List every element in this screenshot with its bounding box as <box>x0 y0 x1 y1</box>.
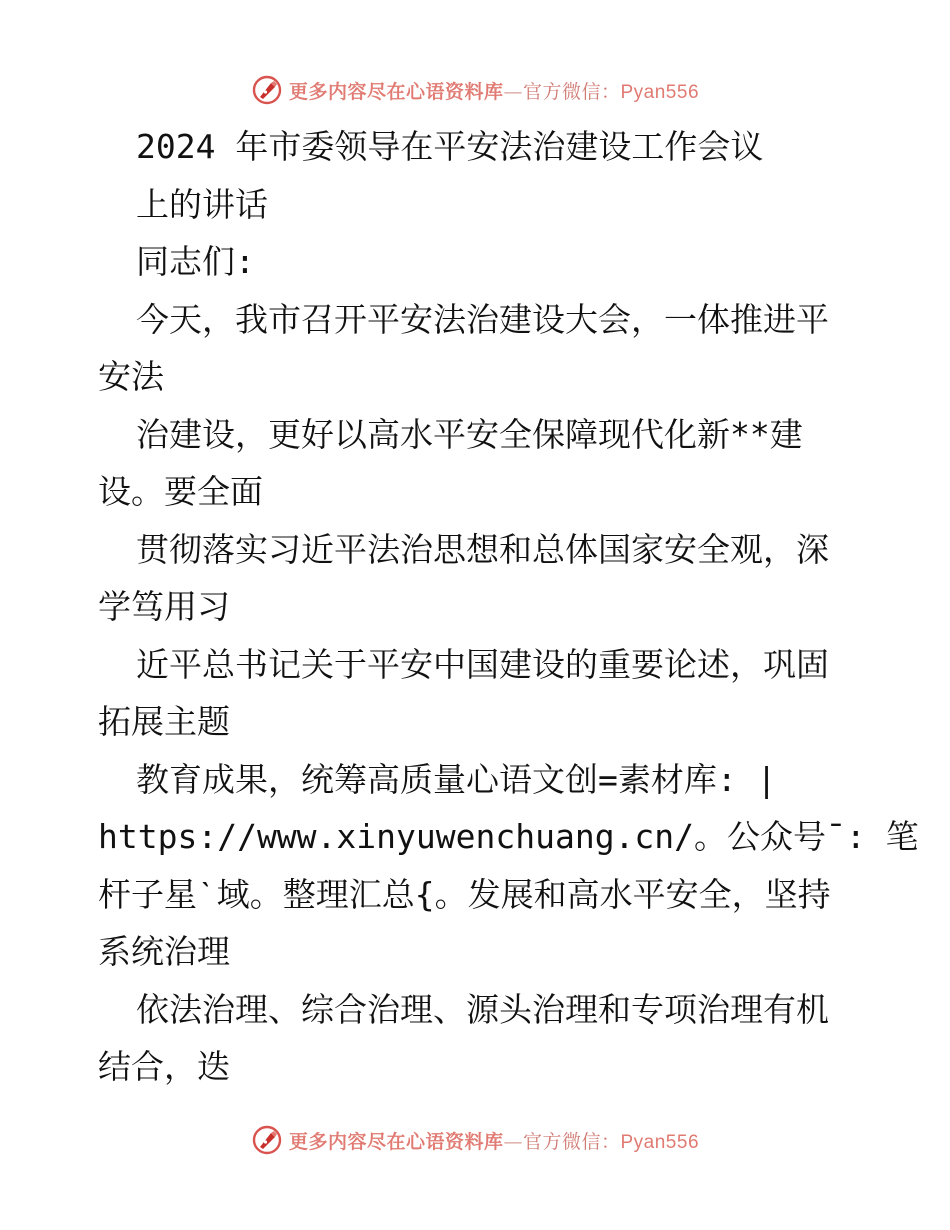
watermark-wechat-id: Pyan556 <box>620 81 700 103</box>
text-line: 安法 <box>98 357 164 396</box>
pen-nib-circle-icon <box>251 74 283 106</box>
text-line: 系统治理 <box>98 932 230 971</box>
text-line: 治建设，更好以高水平安全保障现代化新**建 <box>136 414 803 454</box>
watermark-wechat-label: 官方微信： <box>522 1130 621 1153</box>
text-line: 依法治理、综合治理、源头治理和专项治理有机 <box>136 989 829 1029</box>
text-line: 同志们: <box>136 242 255 281</box>
watermark-site: 更多内容尽在心语资料库 <box>288 1130 504 1153</box>
watermark-wechat-id: Pyan556 <box>620 1131 700 1153</box>
document-body <box>98 118 919 1096</box>
text-line: 拓展主题 <box>98 702 230 741</box>
pen-nib-circle-icon <box>251 1124 283 1156</box>
text-line: 2024 年市委领导在平安法治建设工作会议 <box>136 127 764 166</box>
watermark-wechat-label: 官方微信： <box>522 80 621 103</box>
watermark-dash: — <box>503 80 523 103</box>
text-line: 教育成果，统筹高质量心语文创=素材库: | <box>136 759 777 799</box>
watermark-dash: — <box>503 1130 523 1153</box>
watermark-text <box>289 77 699 104</box>
text-line: https://www.xinyuwenchuang.cn/。公众号¯: 笔 <box>98 817 919 856</box>
text-line: 杆子星ˋ域。整理汇总{。发展和高水平安全，坚持 <box>98 874 831 914</box>
text-line: 贯彻落实习近平法治思想和总体国家安全观，深 <box>136 529 829 569</box>
watermark-text <box>289 1127 699 1154</box>
text-line: 今天，我市召开平安法治建设大会，一体推进平 <box>136 299 829 339</box>
text-line: 设。要全面 <box>98 472 263 511</box>
footer-watermark <box>0 1120 950 1160</box>
header-watermark <box>0 70 950 110</box>
text-line: 近平总书记关于平安中国建设的重要论述，巩固 <box>136 644 829 684</box>
text-line: 学笃用习 <box>98 587 230 626</box>
text-line: 结合，迭 <box>98 1047 230 1086</box>
watermark-site: 更多内容尽在心语资料库 <box>288 80 504 103</box>
text-line: 上的讲话 <box>136 184 268 224</box>
